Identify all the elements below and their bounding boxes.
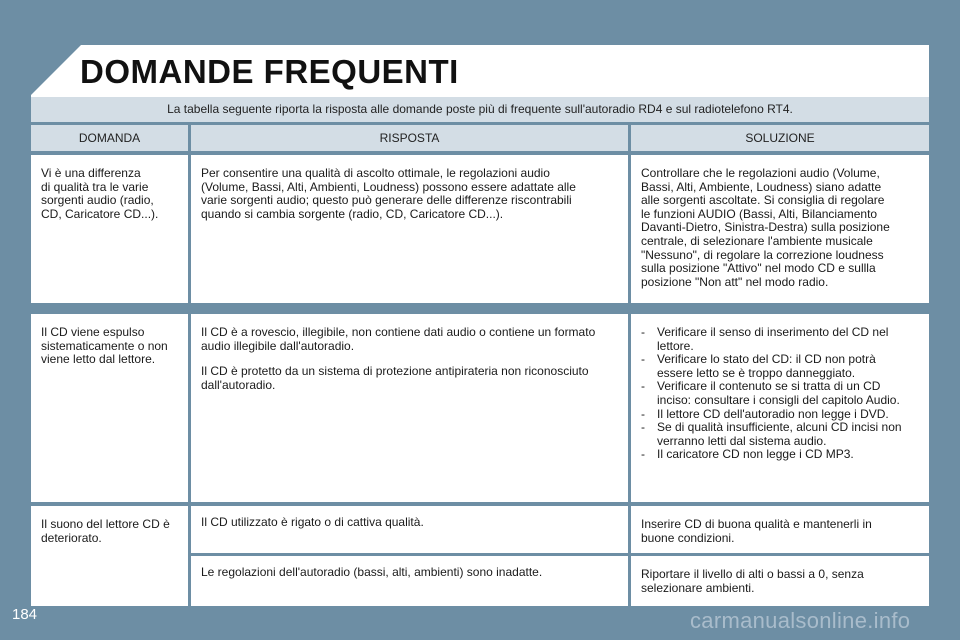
answer-paragraph xyxy=(201,365,618,392)
row1-solution xyxy=(631,155,929,303)
text-line: Davanti-Dietro, Sinistra-Destra) sulla posizione xyxy=(641,220,890,235)
text-line: dall'autoradio. xyxy=(201,377,276,392)
text-line: - Verificare lo stato del CD: il CD non potrà xyxy=(657,352,876,367)
text-line: - Verificare il senso di inserimento del CD nel xyxy=(657,325,889,339)
row1-question xyxy=(31,155,188,303)
row2-solution xyxy=(631,314,929,502)
row3-question xyxy=(31,506,188,606)
solution-list xyxy=(641,326,919,462)
list-item xyxy=(641,326,919,353)
text-line: Il CD viene espulso xyxy=(41,325,145,339)
text-line: Vi è una differenza xyxy=(41,166,141,180)
list-item xyxy=(641,353,919,380)
text-line: essere letto se è troppo danneggiato. xyxy=(657,365,856,380)
text-line: centrale, di selezionare l'ambiente musicale xyxy=(641,233,873,248)
header-risposta: RISPOSTA xyxy=(191,125,628,151)
text-line: verranno letti dal sistema audio. xyxy=(657,433,827,448)
text-line: - Se di qualità insufficiente, alcuni CD incisi non xyxy=(657,420,902,435)
text-line: "Nessuno", di regolare la correzione loudness xyxy=(641,247,884,262)
list-item xyxy=(641,421,919,448)
text-line: sistematicamente o non xyxy=(41,338,168,353)
row1-answer xyxy=(191,155,628,303)
text-line: le funzioni AUDIO (Bassi, Alti, Bilanciamento xyxy=(641,206,878,221)
text-line: varie sorgenti audio; questo può generare delle differenze riscontrabili xyxy=(201,193,572,208)
list-item xyxy=(641,448,919,462)
answer-paragraph xyxy=(201,326,618,353)
list-item xyxy=(641,408,919,422)
text-line: Il CD è a rovescio, illegibile, non contiene dati audio o contiene un formato xyxy=(201,325,596,339)
text-line: Il CD utilizzato è rigato o di cattiva qualità. xyxy=(201,515,424,529)
text-line: audio illegibile dall'autoradio. xyxy=(201,338,355,353)
text-line: deteriorato. xyxy=(41,530,102,545)
text-line: Il suono del lettore CD è xyxy=(41,517,170,531)
text-line: - Il caricatore CD non legge i CD MP3. xyxy=(657,447,854,462)
text-line: di qualità tra le varie xyxy=(41,179,149,194)
page-title: DOMANDE FREQUENTI xyxy=(80,53,459,90)
row3-solution-a xyxy=(631,506,929,553)
text-line: Per consentire una qualità di ascolto ottimale, le regolazioni audio xyxy=(201,166,550,180)
text-line: CD, Caricatore CD...). xyxy=(41,206,159,221)
text-line: Le regolazioni dell'autoradio (bassi, alti, ambienti) sono inadatte. xyxy=(201,565,543,579)
row3-answer-a xyxy=(191,506,628,553)
row2-answer xyxy=(191,314,628,502)
text-line: inciso: consultare i consigli del capitolo Audio. xyxy=(657,392,900,407)
list-item xyxy=(641,380,919,407)
page-number: 184 xyxy=(12,606,38,623)
text-line: Inserire CD di buona qualità e mantenerli in xyxy=(641,517,872,531)
header-domanda: DOMANDA xyxy=(31,125,188,151)
text-line: - Verificare il contenuto se si tratta di un CD xyxy=(657,379,881,394)
header-soluzione: SOLUZIONE xyxy=(631,125,929,151)
text-line: posizione "Non att" nel modo radio. xyxy=(641,274,829,289)
text-line: Controllare che le regolazioni audio (Volume, xyxy=(641,166,880,180)
text-line: Riportare il livello di alti o bassi a 0, senza xyxy=(641,567,864,581)
text-line: alle sorgenti ascoltate. Si consiglia di regolare xyxy=(641,193,885,208)
text-line: selezionare ambienti. xyxy=(641,580,755,595)
text-line: (Volume, Bassi, Alti, Ambienti, Loudness) possono essere adattate alle xyxy=(201,179,576,194)
text-line: viene letto dal lettore. xyxy=(41,352,156,367)
text-line: Il CD è protetto da un sistema di protezione antipirateria non riconosciuto xyxy=(201,364,589,379)
intro-text: La tabella seguente riporta la risposta alle domande poste più di frequente sull'autoradio RD4 e sul radiotelefono RT4. xyxy=(31,97,929,122)
row3-answer-b xyxy=(191,556,628,606)
watermark: carmanualsonline.info xyxy=(690,608,911,633)
row3-solution-b xyxy=(631,556,929,606)
row2-question xyxy=(31,314,188,502)
text-line: sorgenti audio (radio, xyxy=(41,193,154,208)
text-line: buone condizioni. xyxy=(641,530,735,545)
text-line: sulla posizione "Attivo" nel modo CD e sullla xyxy=(641,261,876,276)
text-line: quando si cambia sorgente (radio, CD, Caricatore CD...). xyxy=(201,206,504,221)
text-line: - Il lettore CD dell'autoradio non legge i DVD. xyxy=(657,406,889,421)
text-line: Bassi, Alti, Ambiente, Loudness) siano adatte xyxy=(641,179,882,194)
text-line: lettore. xyxy=(657,338,694,353)
